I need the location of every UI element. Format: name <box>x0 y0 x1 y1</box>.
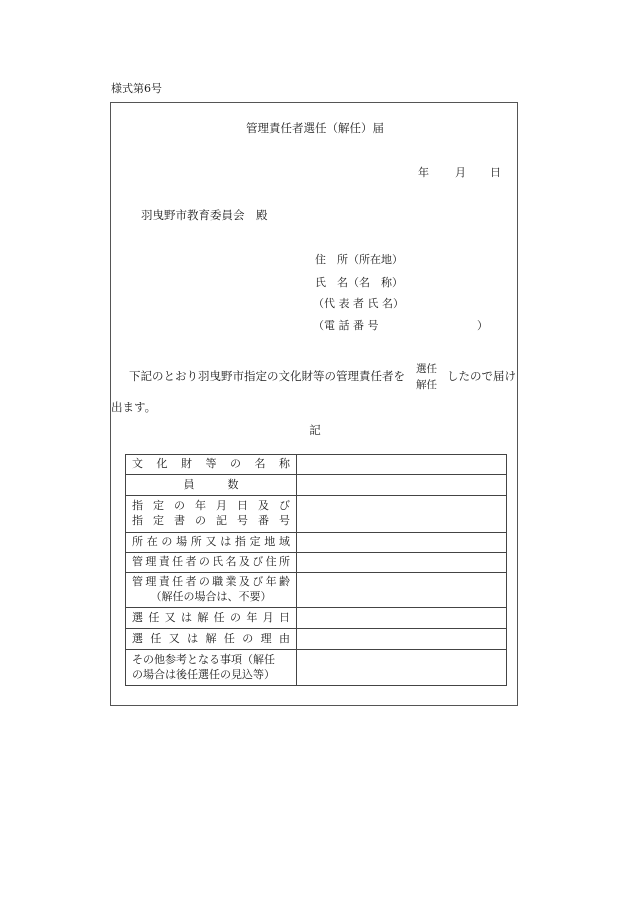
table-row <box>126 608 507 629</box>
phone-close-paren: ） <box>477 319 488 332</box>
body-text: 下記のとおり羽曳野市指定の文化財等の管理責任者を <box>129 369 405 383</box>
table-row <box>126 650 507 686</box>
form-number: 様式第6号 <box>111 82 162 95</box>
table-row-value-cell[interactable] <box>297 650 507 686</box>
table-row-label-line: 選 任 又 は 解 任 の 年 月 日 <box>132 610 290 624</box>
table-row-label-line: 管理責任者の氏名及び住所 <box>132 555 290 569</box>
form-title: 管理責任者選任（解任）届 <box>246 121 384 135</box>
date-year-label: 年 <box>418 166 429 179</box>
items-table <box>125 454 507 686</box>
table-row-value-cell[interactable] <box>297 475 507 496</box>
table-row-label <box>126 475 297 496</box>
ki-heading: 記 <box>309 423 321 437</box>
addressee: 羽曳野市教育委員会 殿 <box>141 208 268 222</box>
table-row <box>126 553 507 573</box>
table-row <box>126 533 507 553</box>
body-text-line2: 出ます。 <box>111 400 157 414</box>
table-row-label <box>126 608 297 629</box>
table-row-label <box>126 553 297 573</box>
table-row <box>126 629 507 650</box>
table-row-label-line: 所在の場所又は指定地域 <box>132 535 290 549</box>
table-row-label-line: （解任の場合は、不要） <box>150 590 272 603</box>
table-row <box>126 496 507 533</box>
table-row-value-cell[interactable] <box>297 608 507 629</box>
table-row-label <box>126 533 297 553</box>
table-row-label-line: 文 化 財 等 の 名 称 <box>132 457 290 471</box>
date-day-label: 日 <box>490 166 501 179</box>
table-row-label <box>126 496 297 533</box>
table-row <box>126 475 507 496</box>
table-row-label-line: 指 定 書 の 記 号 番 号 <box>132 514 290 527</box>
table-row-value-cell[interactable] <box>297 455 507 475</box>
phone-label: （電 話 番 号 <box>313 319 379 332</box>
table-row-label-line: の場合は後任選任の見込等） <box>132 667 275 681</box>
option-dismiss: 解任 <box>416 379 437 391</box>
table-row <box>126 573 507 608</box>
table-row-label <box>126 573 297 608</box>
table-row-label <box>126 455 297 475</box>
table-row-label-line: 指 定 の 年 月 日 及 び <box>132 499 290 513</box>
table-row-value-cell[interactable] <box>297 496 507 533</box>
table-row-label-line: 員 数 <box>183 477 239 491</box>
representative-label: （代 表 者 氏 名） <box>313 297 404 310</box>
table-row-value-cell[interactable] <box>297 553 507 573</box>
name-label: 氏 名（名 称） <box>315 276 403 289</box>
body-text-tail: したので届け <box>447 369 516 383</box>
table-row-label-line: 選 任 又 は 解 任 の 理 由 <box>132 631 290 645</box>
table-row-value-cell[interactable] <box>297 533 507 553</box>
table-row-label <box>126 629 297 650</box>
address-label: 住 所（所在地） <box>315 253 403 266</box>
table-row-label-line: その他参考となる事項（解任 <box>132 652 275 666</box>
table-row-label-line: 管理責任者の職業及び年齢 <box>132 575 290 589</box>
table-row-value-cell[interactable] <box>297 573 507 608</box>
table-row <box>126 455 507 475</box>
option-appoint: 選任 <box>416 363 437 375</box>
date-month-label: 月 <box>455 166 466 179</box>
table-row-label <box>126 650 297 686</box>
table-row-value-cell[interactable] <box>297 629 507 650</box>
